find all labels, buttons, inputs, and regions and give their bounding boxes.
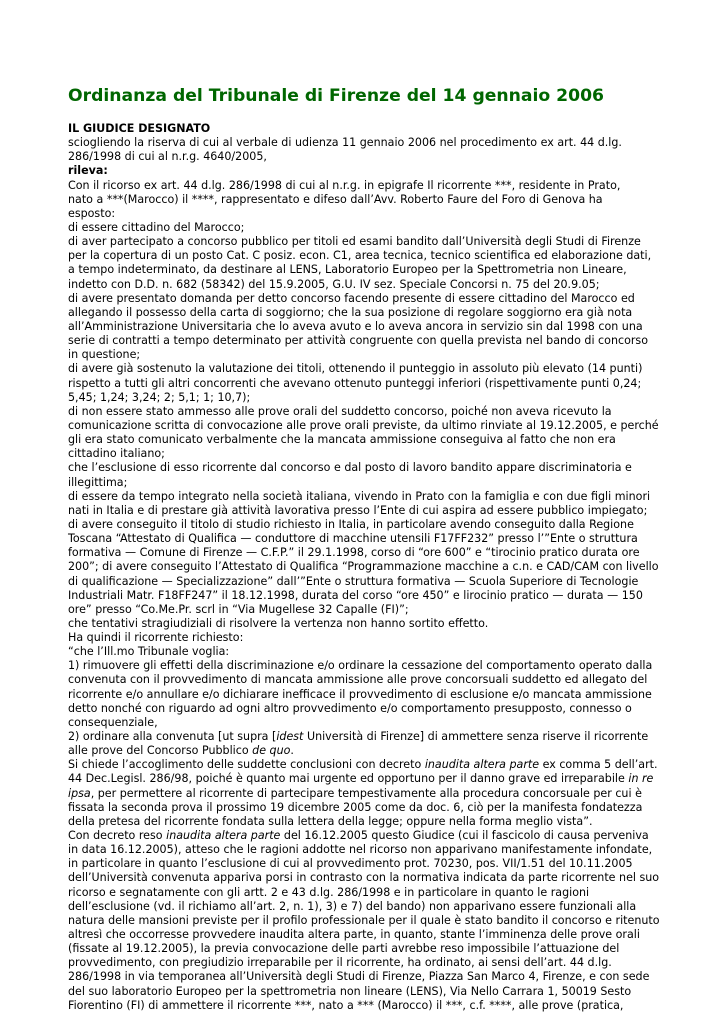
text-run: 5,45; 1,24; 3,24; 2; 5,1; 1; 10,7);: [68, 390, 251, 404]
text-line: [68, 702, 668, 716]
text-run: , per permettere al ricorrente di partecipare tempestivamente alla procedura concorsuale per cui è: [90, 786, 642, 800]
text-run: Con decreto reso: [68, 829, 167, 843]
text-line: [68, 787, 668, 801]
text-run: 200”; di avere conseguito l’Attestato di Qualifica “Programmazione macchine a c.n. e CAD/CAM con livello: [68, 560, 659, 574]
text-run: che tentativi stragiudiziali di risolvere la vertenza non hanno sortito effetto.: [68, 616, 489, 630]
text-line: [68, 659, 668, 673]
text-run: convenuta con il provvedimento di mancata ammissione alle prove concorsuali suddetto ed allegato del: [68, 673, 648, 687]
text-run: Toscana “Attestato di Qualifica — conduttore di macchine utensili F17FF232” presso l’”Ente o struttura: [68, 532, 638, 546]
text-line: [68, 461, 668, 475]
text-run: di avere già sostenuto la valutazione dei titoli, ottenendo il punteggio in assoluto più elevato (14 punti): [68, 362, 643, 376]
bold-text: IL GIUDICE DESIGNATO: [68, 122, 211, 135]
text-line: [68, 122, 668, 136]
text-run: ricorrente e/o annullare e/o dichiarare inefficace il provvedimento di esclusione e/o mancata ammissione: [68, 687, 652, 701]
text-run: all’Amministrazione Universitaria che lo aveva avuto e lo aveva ancora in servizio sin dal 1998 con una: [68, 319, 643, 333]
text-line: [68, 589, 668, 603]
text-line: [68, 956, 668, 970]
text-line: [68, 575, 668, 589]
text-line: [68, 970, 668, 984]
text-run: serie di contratti a tempo determinato per attività congruente con quella prevista nel bando di concorso: [68, 334, 648, 348]
text-line: [68, 334, 668, 348]
text-run: rispetto a tutti gli altri concorrenti che avevano ottenuto punteggi inferiori (rispettivamente punti 0,24;: [68, 376, 642, 390]
text-line: [68, 928, 668, 942]
text-run: di non essere stato ammesso alle prove orali del suddetto concorso, poiché non aveva ricevuto la: [68, 404, 612, 418]
text-line: [68, 914, 668, 928]
text-run: di essere cittadino del Marocco;: [68, 220, 245, 234]
text-line: [68, 857, 668, 871]
text-run: nati in Italia e di prestare già attività lavorativa presso l’Ente di cui aspira ad essere pubblico impiegato;: [68, 503, 648, 517]
text-line: [68, 193, 668, 207]
text-line: [68, 985, 668, 999]
text-run: in data 16.12.2005), atteso che le ragioni addotte nel ricorso non apparivano manifestamente infondate,: [68, 843, 653, 857]
text-line: [68, 744, 668, 758]
text-line: [68, 716, 668, 730]
text-line: [68, 179, 668, 193]
text-line: [68, 900, 668, 914]
text-line: [68, 532, 668, 546]
text-run: ex comma 5 dell’art.: [539, 758, 658, 772]
text-run: di qualificazione — Specializzazione” dall’”Ente o struttura formativa — Scuola Superiore di Tecnologie: [68, 574, 639, 588]
text-run: Con il ricorso ex art. 44 d.lg. 286/1998 di cui al n.r.g. in epigrafe Il ricorrente ***, residente in Prato,: [68, 178, 621, 192]
text-run: esposto:: [68, 206, 116, 220]
text-run: provvedimento, con pregiudizio irreparabile per il ricorrente, ha ordinato, ai sensi dell’art. 44 d.lg.: [68, 956, 612, 970]
text-run: alle prove del Concorso Pubblico: [68, 744, 253, 758]
text-run: “che l’Ill.mo Tribunale voglia:: [68, 645, 230, 659]
text-line: [68, 801, 668, 815]
text-run: 286/1998 in via temporanea all’Università degli Studi di Firenze, Piazza San Marco 4, Firenze, e con sede: [68, 970, 650, 984]
text-line: [68, 476, 668, 490]
text-line: [68, 730, 668, 744]
text-run: indetto con D.D. n. 682 (58342) del 15.9.2005, G.U. IV sez. Speciale Concorsi n. 75 del 20.9.05;: [68, 277, 600, 291]
text-line: [68, 631, 668, 645]
text-run: in particolare in quanto l’esclusione di cui al provvedimento prot. 70230, pos. VII/1.51 del 10.11.2005: [68, 857, 633, 871]
text-line: [68, 419, 668, 433]
text-run: in questione;: [68, 348, 141, 362]
text-line: [68, 362, 668, 376]
text-run: 44 Dec.Legisl. 286/98, poiché è quanto mai urgente ed opportuno per il danno grave ed irreparabile: [68, 772, 629, 786]
text-line: [68, 348, 668, 362]
text-line: [68, 617, 668, 631]
italic-text: idest: [276, 730, 304, 744]
text-line: [68, 758, 668, 772]
text-line: [68, 263, 668, 277]
text-run: del suo laboratorio Europeo per la spettrometria non lineare (LENS), Via Nello Carrara 1, 50019 Sesto: [68, 984, 632, 998]
text-run: che l’esclusione di esso ricorrente dal concorso e dal posto di lavoro bandito appare discriminatoria e: [68, 461, 632, 475]
text-line: [68, 447, 668, 461]
text-line: [68, 164, 668, 178]
text-run: 2) ordinare alla convenuta [ut supra [: [68, 730, 277, 744]
italic-text: inaudita altera parte: [166, 829, 281, 843]
text-line: [68, 688, 668, 702]
text-run: Ha quindi il ricorrente richiesto:: [68, 631, 244, 645]
text-run: dell’Università convenuta appariva porsi in contrasto con la normativa indicata da parte ricorrente nel suo: [68, 871, 660, 885]
text-run: ore” presso “Co.Me.Pr. scrl in “Via Mugellese 32 Capalle (FI)”;: [68, 602, 409, 616]
text-run: del 16.12.2005 questo Giudice (cui il fascicolo di causa perveniva: [280, 829, 649, 843]
text-line: [68, 320, 668, 334]
text-run: 286/1998 di cui al n.r.g. 4640/2005,: [68, 150, 267, 164]
document-body: [68, 122, 668, 1013]
text-run: illegittima;: [68, 475, 128, 489]
text-run: di avere conseguito il titolo di studio richiesto in Italia, in particolare avendo conseguito dalla Regione: [68, 517, 634, 531]
text-run: gli era stato comunicato verbalmente che la mancata ammissione conseguiva al fatto che non era: [68, 433, 616, 447]
text-line: [68, 999, 668, 1013]
text-line: [68, 405, 668, 419]
document-title: Ordinanza del Tribunale di Firenze del 14 gennaio 2006: [68, 86, 604, 106]
text-line: [68, 207, 668, 221]
text-line: [68, 603, 668, 617]
text-run: altresì che occorresse provvedere inaudita altera parte, in quanto, stante l’imminenza delle prove orali: [68, 928, 640, 942]
text-line: [68, 546, 668, 560]
text-run: della pretesa del ricorrente fondata sulla lettera della legge; oppure nella forma meglio vista”.: [68, 814, 593, 828]
text-run: formativa — Comune di Firenze — C.F.P.” il 29.1.1998, corso di “ore 600” e “tirocinio pratico durata ore: [68, 546, 640, 560]
text-run: nato a ***(Marocco) il ****, rappresentato e difeso dall’Avv. Roberto Faure del Foro di Genova ha: [68, 192, 603, 206]
text-line: [68, 292, 668, 306]
text-line: [68, 150, 668, 164]
text-run: comunicazione scritta di convocazione alle prove orali previste, da ultimo rinviate al 19.12.2005, e perché: [68, 418, 659, 432]
text-run: di aver partecipato a concorso pubblico per titoli ed esami bandito dall’Università degli Studi di Firenze: [68, 235, 641, 249]
text-run: sciogliendo la riserva di cui al verbale di udienza 11 gennaio 2006 nel procedimento ex art. 44 d.lg.: [68, 136, 622, 150]
text-line: [68, 815, 668, 829]
text-line: [68, 518, 668, 532]
text-line: [68, 490, 668, 504]
text-run: a tempo indeterminato, da destinare al LENS, Laboratorio Europeo per la Spettrometria non Lineare,: [68, 263, 627, 277]
text-line: [68, 504, 668, 518]
text-run: ricorso e segnatamente con gli artt. 2 e 43 d.lg. 286/1998 e in particolare in quanto le ragioni: [68, 885, 590, 899]
text-line: [68, 772, 668, 786]
text-line: [68, 942, 668, 956]
text-run: Industriali Matr. F18FF247” il 18.12.1998, durata del corso “ore 450” e lirocinio pratico — durata — 150: [68, 588, 643, 602]
text-line: [68, 278, 668, 292]
text-line: [68, 673, 668, 687]
text-line: [68, 829, 668, 843]
text-line: [68, 886, 668, 900]
text-line: [68, 306, 668, 320]
italic-text: de quo: [252, 744, 291, 758]
text-run: di avere presentato domanda per detto concorso facendo presente di essere cittadino del Marocco ed: [68, 291, 635, 305]
text-line: [68, 645, 668, 659]
text-run: cittadino italiano;: [68, 447, 165, 461]
text-run: natura delle mansioni previste per il profilo professionale per il quale è stato bandito il concorso e ritenuto: [68, 913, 660, 927]
bold-text: rileva:: [68, 164, 108, 178]
italic-text: in re: [628, 772, 654, 786]
text-line: [68, 249, 668, 263]
text-run: di essere da tempo integrato nella società italiana, vivendo in Prato con la famiglia e con due figli minori: [68, 489, 651, 503]
text-line: [68, 235, 668, 249]
text-line: [68, 560, 668, 574]
text-line: [68, 871, 668, 885]
text-run: Fiorentino (FI) di ammettere il ricorrente ***, nato a *** (Marocco) il ***, c.f. ****, alle prove (pratica,: [68, 998, 624, 1012]
italic-text: inaudita altera parte: [424, 758, 540, 772]
text-run: per la copertura di un posto Cat. C posiz. econ. C1, area tecnica, tecnico scientifica ed elaborazione dati,: [68, 249, 652, 263]
text-run: (fissate al 19.12.2005), la previa convocazione delle parti avrebbe reso impossibile l’attuazione del: [68, 942, 620, 956]
text-run: .: [290, 744, 294, 758]
text-line: [68, 433, 668, 447]
text-run: Si chiede l’accoglimento delle suddette conclusioni con decreto: [68, 758, 425, 772]
text-line: [68, 843, 668, 857]
italic-text: ipsa: [68, 786, 91, 800]
text-line: [68, 221, 668, 235]
text-run: fissata la seconda prova il prossimo 19 dicembre 2005 come da doc. 6, ciò per la manifesta fondatezza: [68, 800, 643, 814]
text-line: [68, 377, 668, 391]
text-line: [68, 391, 668, 405]
text-run: 1) rimuovere gli effetti della discriminazione e/o ordinare la cessazione del comportamento operato dalla: [68, 659, 653, 673]
text-line: [68, 136, 668, 150]
text-run: consequenziale,: [68, 715, 158, 729]
document-page: [68, 82, 668, 1013]
text-run: allegando il possesso della carta di soggiorno; che la sua posizione di regolare soggiorno era già nota: [68, 305, 633, 319]
text-run: Università di Firenze] di ammettere senza riserve il ricorrente: [303, 730, 649, 744]
text-run: dell’esclusione (vd. il richiamo all’art. 2, n. 1), 3) e 7) del bando) non apparivano essere funzionali alla: [68, 899, 637, 913]
text-run: detto nonché con riguardo ad ogni altro provvedimento e/o comportamento presupposto, connesso o: [68, 701, 632, 715]
